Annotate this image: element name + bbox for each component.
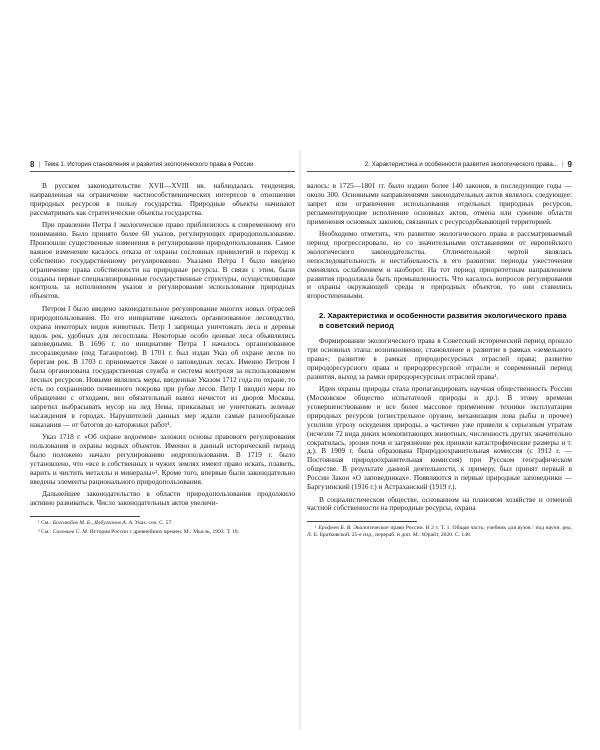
paragraph: Формирование экологического права в Советский исторический период прошло три основных этапа: возникновение, становление и развитие в рамках «земельного права»; развитие в рамках природоресурсных отраслей права; развитие природоресурсного права и природоресурсной отрасли и современный период развития, выход за рамки природоресурсных отраслей права¹. <box>307 337 572 381</box>
section-heading: 2. Характеристика и особенности развития экологического права в советский период <box>319 311 567 330</box>
paragraph: Необходимо отметить, что развитие экологического права в рассматриваемый период прогрессировало, но со значительными отставаниями от европейского экологического законодательства. Отличительной чертой являлась непоследовательность и нестабильность в его развитии: периоды ужесточения сменялись ослаблением и наоборот. На тот период приоритетным направлением развития продолжала быть промышленность. Что касалось вопросов регулирования и охраны окружающей среды и природных объектов, то они ставились второстепенными. <box>307 230 572 301</box>
footnote-author: Ерофеев Б. В. <box>318 525 352 532</box>
left-footnotes <box>30 520 295 536</box>
paragraph: валось: в 1725—1801 гг. было издано более 140 законов, в последующие годы — около 300. Основными направлениями законодательных актов являлось следующее: запрет или ограничение использования отдельных природных ресурсов, регламентирующие исполнение основных актов, отмена или сужение области применения основных законов, связанных с ресурсодобывающей территорией. <box>307 182 572 226</box>
footnote-mark: ² <box>38 528 40 535</box>
paragraph: Дальнейшее законодательство в области природопользования продолжило активно развиваться. Число законодательных актов увеличи- <box>30 489 295 507</box>
footnote-text: Указ. соч. С. 57. <box>134 519 173 526</box>
book-gutter <box>298 150 302 730</box>
footnote-mark: ¹ <box>38 519 40 526</box>
paragraph: Петром I было введено законодательное регулирование многих новых отраслей природопользования. По его инициативе началось организованное лесоводство, охрана некоторых видов животных. Петр I запрещал уничтожать леса и деревья вдоль рек, удобных для лесосплава. Некоторые особо ценные леса объявлялись заповедными. В 1696 г. по инициативе Петра I началось организованное лесоразведение (под Таганрогом). В 1701 г. был издан Указ об охране лесов по берегам рек. В 1703 г. принимается Закон о заповедных лесах. Именно Петром I была организована государственная служба и система контроля за использованием лесных ресурсов. Новыми являлись меры, введенные Указом 1712 года по охране, то есть по сохранению почвенного покрова при рубке лесов. Петр I вводил меры по обращению с отходами, вел обязательный вывоз нечистот из дворов Москвы, запретил выбрасывать мусор на лед Невы, приказывал не уничтожать зеленые насаждения в городах. Нарушителей данных мер ждали самые разнообразные наказания — от батогов до каторжных работ¹. <box>30 304 295 429</box>
left-page-number: 8 <box>30 160 35 169</box>
header-divider: | <box>38 161 41 168</box>
right-running-head-title: 2. Характеристика и особенности развития экологического права... <box>364 161 558 168</box>
paragraph: В русском законодательстве XVII—XVIII вв. наблюдалась тенденция, направленная на ограничение частнособственнических интересов в отношении природных ресурсов в пользу государства. Природные объекты начинают рассматривать как стратегические объекты государства. <box>30 182 295 217</box>
header-divider: | <box>561 161 564 168</box>
left-running-head-title: Тема 1. История становления и развития экологического права в России <box>44 161 254 168</box>
paragraph: Указ 1718 г. «Об охране водоемов» заложил основы правового регулирования пользования и охраны водных объектов. Именно в данный исторический период было положено начало регулированию недропользования. В 1719 г. было установлено, что «все в собственных и чужих землях имеют право искать, плавить, варить и чистить металлы и минералы»². Кроме того, впервые были законодательно введены элементы рационального природопользования. <box>30 432 295 486</box>
footnote-text: История России с древнейших времен. М.: Мысль, 1993. Т. 18. <box>89 528 240 535</box>
footnote <box>307 525 572 539</box>
footnote-author: Боголюбов М. Б., Ялбулганов А. А. <box>52 519 134 526</box>
footnote: ² См.: Соловьев С. М. История России с древнейших времен. М.: Мысль, 1993. Т. 18. <box>38 528 240 535</box>
footnote-mark: ¹ <box>315 525 317 532</box>
footnote: ¹ См.: Боголюбов М. Б., Ялбулганов А. А. Указ. соч. С. 57. <box>38 519 173 526</box>
right-running-head <box>307 160 572 172</box>
paragraph: В социалистическом обществе, основанном на плановом хозяйстве и отменой частной собственности на природные ресурсы, охрана <box>307 495 572 513</box>
footnote-text: Экологическое право России. В 2 т. Т. 1. Общая часть: учебник для вузов / под научн. ред. Л. Б. Братковской. 25-е изд., перераб. и доп. М.: Юрайт, 2020. С. 148. <box>307 525 572 539</box>
right-footnotes <box>307 525 572 539</box>
right-page-number: 9 <box>567 160 572 169</box>
left-running-head <box>30 160 295 172</box>
left-page <box>30 160 295 710</box>
right-page <box>307 160 572 710</box>
paragraph: Идеи охраны природы стала пропагандировать научная общественность России (Московское общество испытателей природы и др.). В этому времени усовершенствование и все более массовое применение техники эксплуатации природных ресурсов (огнестрельное оружие, механизация лова рыбы и прочее) усилили угрозу оскудения природы, а частично уже привели к серьезным утратам (исчезли 72 вида диких млекопитающих животных, численность других значительно сократилась, эрозия почв и загрязнение рек приняли катастрофические размеры и т. д.). В 1909 г. была образована Природоохранительная комиссия (с 1912 г. — Постоянная природоохранительная комиссия) при Русском географическом обществе. В результате данной деятельности, к примеру, был принят первый в России Закон «О заповедниках». Появляются и первые природные заповедники — Баргузинский (1916 г.) и Астраханский (1919 г.). <box>307 385 572 492</box>
left-body-text <box>30 182 295 508</box>
footnote-author: Соловьев С. М. <box>52 528 89 535</box>
right-body-text <box>307 182 572 513</box>
paragraph: При правлении Петра I экологическое право приблизилось к современному его пониманию. Было принято более 60 указов, регулирующих природопользование. Произошли существенные изменения в регулировании природопользования. Самое важное изменение касалось отказа от охраны сословных привилегий и переход к собственно государственному регулированию. Указами Петра I было введено ограничение права собственности на природные ресурсы. В связи с этим, были созданы первые специализированные государственные структуры, осуществляющие контроль за исполнением указов и регулирование использования природных объектов. <box>30 221 295 301</box>
